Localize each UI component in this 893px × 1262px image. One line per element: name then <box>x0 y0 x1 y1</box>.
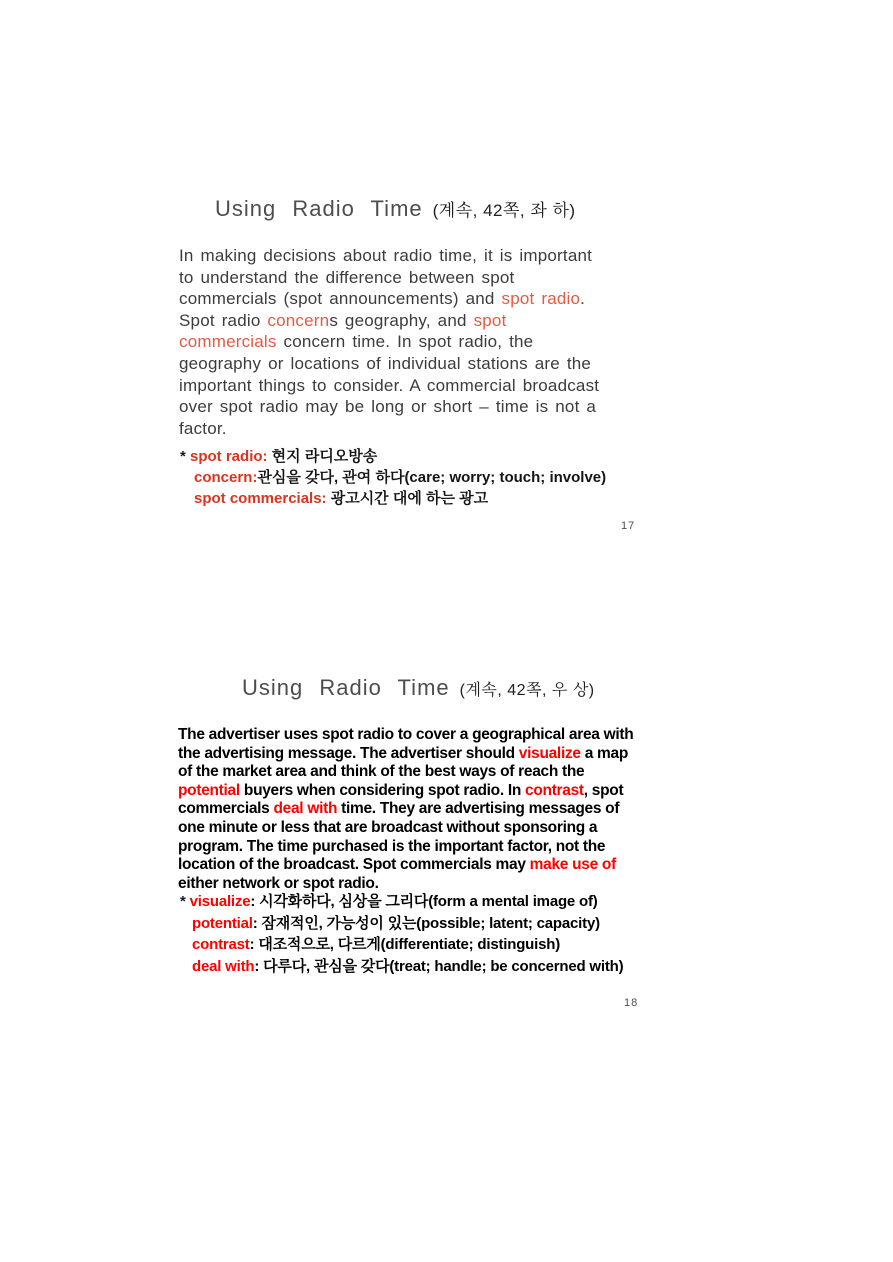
vocab-term: contrast <box>192 936 250 954</box>
vocab-term: spot commercials: <box>194 490 327 507</box>
vocab-line <box>180 467 606 488</box>
text-line <box>179 353 599 375</box>
text-line <box>179 310 599 332</box>
text-line <box>178 763 633 782</box>
text-segment: geography or locations of individual stations are the <box>179 353 592 373</box>
highlight-term: contrast <box>525 781 584 799</box>
highlight-term: potential <box>178 781 240 799</box>
text-segment: one minute or less that are broadcast without sponsoring a <box>178 818 598 836</box>
text-line <box>178 800 633 819</box>
text-segment: of the market area and think of the best ways of reach the <box>178 763 585 781</box>
bullet-asterisk: * <box>180 448 191 465</box>
bullet-asterisk: * <box>180 893 190 910</box>
text-segment: . <box>580 289 586 309</box>
text-segment: a map <box>580 744 629 762</box>
vocab-line <box>180 956 623 978</box>
text-line <box>178 726 633 745</box>
text-segment: factor. <box>179 418 227 438</box>
text-line <box>178 856 633 875</box>
vocab-term: spot radio: <box>190 448 268 465</box>
slide-title <box>215 187 576 224</box>
vocab-term: concern: <box>194 469 258 486</box>
text-segment: time. They are advertising messages of <box>337 800 620 818</box>
body-paragraph <box>178 726 633 893</box>
text-segment: buyers when considering spot radio. In <box>239 781 526 799</box>
highlight-term: spot <box>473 310 507 330</box>
page-number: 17 <box>621 520 636 532</box>
text-segment: The advertiser uses spot radio to cover a geographical area with <box>178 726 634 743</box>
highlight-term: concern <box>267 310 330 330</box>
text-segment: important things to consider. A commercial broadcast <box>179 375 600 395</box>
text-segment: the advertising message. The advertiser should <box>178 744 519 762</box>
vocab-definition: : 대조적으로, 다르게(differentiate; distinguish) <box>249 936 561 954</box>
text-segment: commercials (spot announcements) and <box>179 289 502 309</box>
text-line <box>178 819 633 838</box>
text-segment: program. The time purchased is the important factor, not the <box>178 837 606 855</box>
highlight-term: visualize <box>518 744 581 762</box>
slide-title-english: Using Radio Time <box>215 196 423 221</box>
vocab-line <box>180 913 623 935</box>
text-segment: commercials <box>178 800 274 818</box>
text-line <box>178 745 633 764</box>
slide-title-korean: (계속, 42쪽, 우 상) <box>459 682 595 699</box>
text-line <box>178 782 633 801</box>
text-segment: , spot <box>583 781 624 799</box>
text-segment: over spot radio may be long or short – time is not a <box>179 397 597 417</box>
slide-title-english: Using Radio Time <box>242 675 450 700</box>
slide-title <box>242 666 595 703</box>
vocabulary-list <box>180 891 623 977</box>
text-line <box>178 838 633 857</box>
vocab-definition: 현지 라디오방송 <box>267 448 378 465</box>
text-segment: Spot radio <box>179 310 268 330</box>
vocab-line <box>180 488 606 509</box>
vocab-term: deal with <box>192 957 255 975</box>
text-line <box>179 267 599 289</box>
highlight-term: commercials <box>179 332 277 352</box>
text-segment: either network or spot radio. <box>178 874 379 892</box>
highlight-term: spot radio <box>501 289 581 309</box>
text-segment: to understand the difference between spot <box>179 267 515 287</box>
text-segment: In making decisions about radio time, it is important <box>179 246 593 265</box>
text-line <box>179 396 599 418</box>
text-line <box>179 331 599 353</box>
vocab-line <box>180 446 606 467</box>
vocab-definition: : 다루다, 관심을 갖다(treat; handle; be concerned with) <box>254 957 624 975</box>
text-line <box>179 288 599 310</box>
vocab-definition: 관심을 갖다, 관여 하다(care; worry; touch; involve) <box>257 469 607 486</box>
text-line <box>179 418 599 440</box>
vocabulary-list <box>180 446 606 509</box>
vocab-definition: : 잠재적인, 가능성이 있는(possible; latent; capacity) <box>252 914 600 932</box>
text-segment: location of the broadcast. Spot commercials may <box>178 856 530 874</box>
page-number: 18 <box>624 997 639 1009</box>
text-line <box>179 245 599 267</box>
vocab-term: visualize <box>189 893 251 910</box>
body-paragraph <box>179 245 599 439</box>
text-segment: concern time. In spot radio, the <box>276 332 534 352</box>
slide-title-korean: (계속, 42쪽, 좌 하) <box>432 201 576 220</box>
text-line <box>179 375 599 397</box>
vocab-term: potential <box>192 914 253 932</box>
vocab-definition: 광고시간 대에 하는 광고 <box>326 490 489 507</box>
vocab-line <box>180 891 623 913</box>
vocab-line <box>180 934 623 956</box>
vocab-definition: : 시각화하다, 심상을 그리다(form a mental image of) <box>250 893 598 910</box>
highlight-term: make use of <box>529 856 616 874</box>
text-segment: s geography, and <box>329 310 474 330</box>
highlight-term: deal with <box>273 800 338 818</box>
